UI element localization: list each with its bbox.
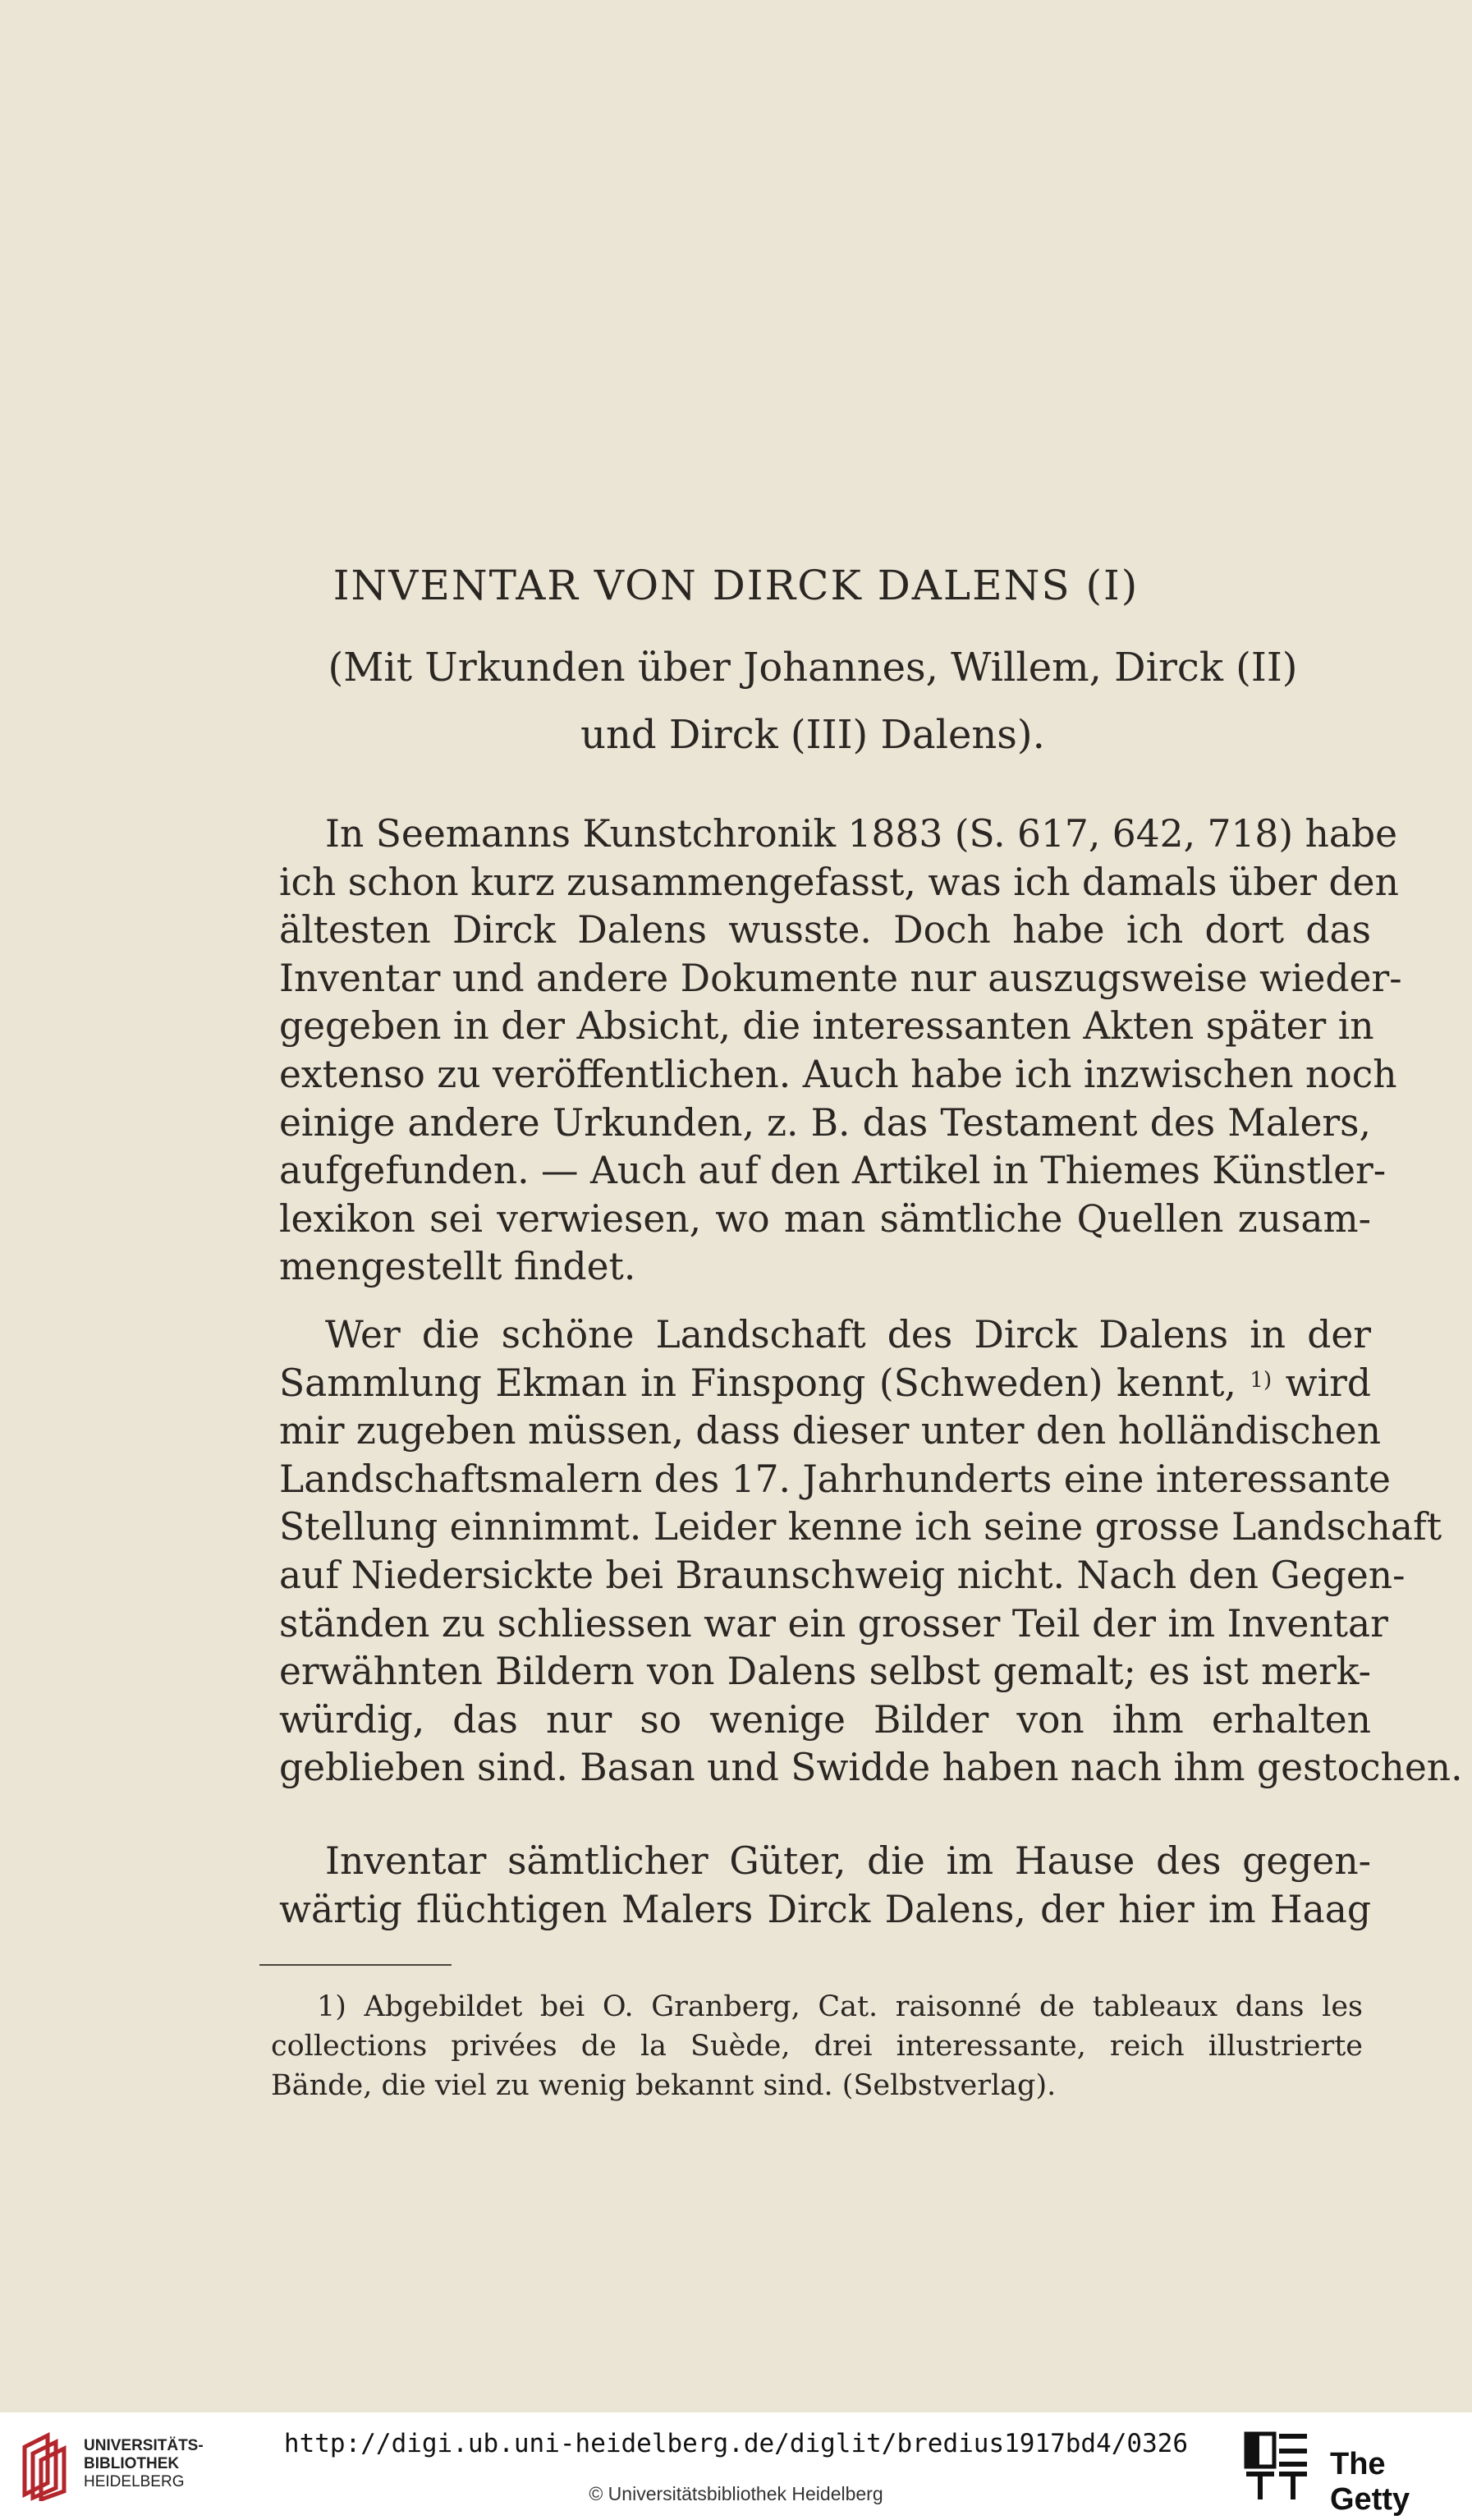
- text-line: Landschaftsmalern des 17. Jahrhunderts eine interessante: [279, 1457, 1391, 1501]
- text-line: Stellung einnimmt. Leider kenne ich seine grosse Landschaft: [279, 1505, 1442, 1549]
- paragraph-3: [279, 1838, 1371, 1934]
- page-title: INVENTAR VON DIRCK DALENS (I): [332, 562, 1140, 609]
- text-line: extenso zu veröffentlichen. Auch habe ich inzwischen noch: [279, 1052, 1397, 1096]
- text-line: erwähnten Bildern von Dalens selbst gemalt; es ist merk-: [279, 1650, 1371, 1694]
- library-name-line: BIBLIOTHEK: [84, 2455, 180, 2472]
- text-line: mir zugeben müssen, dass dieser unter den holländischen: [279, 1409, 1382, 1453]
- footer-bar: [0, 2412, 1472, 2520]
- subtitle-line: und Dirck (III) Dalens).: [580, 712, 1045, 758]
- text-line: In Seemanns Kunstchronik 1883 (S. 617, 642, 718) habe: [325, 812, 1398, 856]
- paragraph-1: [279, 810, 1402, 1292]
- footnote-line: collections privées de la Suède, drei interessante, reich illustrierte: [271, 2030, 1363, 2063]
- getty-logo[interactable]: [1241, 2429, 1315, 2509]
- text-line: ich schon kurz zusammengefasst, was ich damals über den: [279, 860, 1399, 904]
- text-line: auf Niedersickte bei Braunschweig nicht. Nach den Gegen-: [279, 1553, 1406, 1597]
- text-line: Inventar sämtlicher Güter, die im Hause des gegen-: [325, 1839, 1371, 1883]
- partner-name: The Getty: [1330, 2447, 1410, 2517]
- library-name-line: HEIDELBERG: [84, 2473, 185, 2490]
- text-segment: wird: [1285, 1361, 1371, 1405]
- paragraph-2: [279, 1311, 1463, 1792]
- subtitle-line: (Mit Urkunden über Johannes, Willem, Dirck (II): [328, 645, 1298, 691]
- text-line: einige andere Urkunden, z. B. das Testament des Malers,: [279, 1100, 1371, 1145]
- text-line: mengestellt findet.: [279, 1245, 636, 1289]
- text-line: lexikon sei verwiesen, wo man sämtliche Quellen zusam-: [279, 1196, 1371, 1241]
- footnote-divider: [259, 1964, 452, 1966]
- footnote-marker[interactable]: 1): [1250, 1367, 1273, 1393]
- text-segment: Sammlung Ekman in Finspong (Schweden) kennt,: [279, 1361, 1236, 1405]
- text-line: wärtig flüchtigen Malers Dirck Dalens, der hier im Haag: [279, 1887, 1371, 1931]
- copyright-notice: © Universitätsbibliothek Heidelberg: [589, 2483, 883, 2504]
- footnote: [271, 1987, 1363, 2105]
- text-line: Wer die schöne Landschaft des Dirck Dalens in der: [325, 1313, 1371, 1356]
- library-name-line: UNIVERSITÄTS-: [84, 2437, 204, 2454]
- text-line: aufgefunden. — Auch auf den Artikel in Thiemes Künstler-: [279, 1149, 1387, 1193]
- text-line: Inventar und andere Dokumente nur auszugsweise wieder-: [279, 956, 1402, 1000]
- text-line: gegeben in der Absicht, die interessanten Akten später in: [279, 1004, 1374, 1049]
- text-line: würdig, das nur so wenige Bilder von ihm erhalten: [279, 1697, 1371, 1742]
- text-line: [279, 1360, 1371, 1408]
- footnote-line: Bände, die viel zu wenig bekannt sind. (Selbstverlag).: [271, 2069, 1057, 2102]
- subtitle: [271, 634, 1355, 769]
- footnote-line: 1) Abgebildet bei O. Granberg, Cat. raisonné de tableaux dans les: [317, 1990, 1363, 2023]
- text-line: ständen zu schliessen war ein grosser Teil der im Inventar: [279, 1601, 1388, 1646]
- text-line: ältesten Dirck Dalens wusste. Doch habe ich dort das: [279, 908, 1371, 952]
- text-line: geblieben sind. Basan und Swidde haben nach ihm gestochen.: [279, 1746, 1463, 1790]
- permalink[interactable]: http://digi.ub.uni-heidelberg.de/diglit/bredius1917bd4/0326: [283, 2429, 1189, 2458]
